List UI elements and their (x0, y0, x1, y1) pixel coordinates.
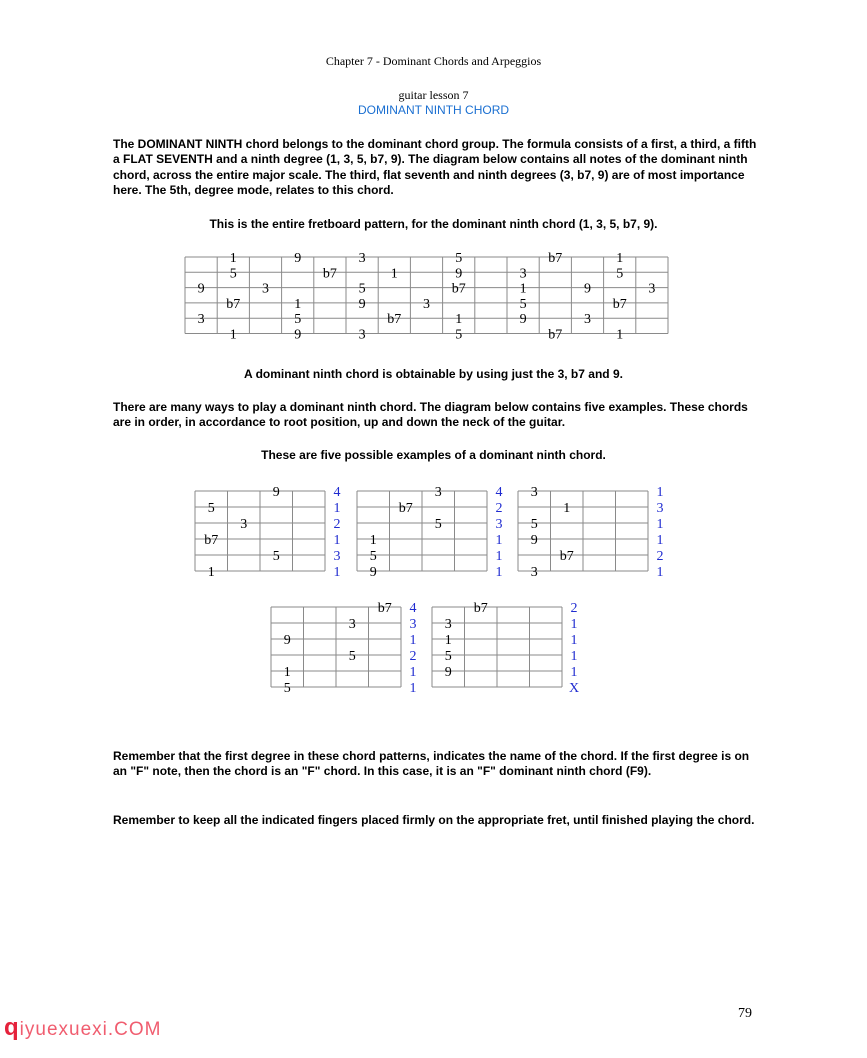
fretboard-pattern-note: 1 (616, 327, 624, 343)
chord-diagram-2-finger-number: 1 (495, 565, 503, 580)
chord-diagram-4-note: 9 (283, 633, 291, 648)
chord-diagram-3-finger-number: 1 (656, 533, 664, 548)
fretboard-pattern-note: 1 (616, 251, 624, 266)
fretboard-pattern-note: b7 (548, 251, 563, 266)
fretboard-pattern-note: 1 (229, 327, 237, 343)
chord-diagram-3-finger-number: 1 (656, 485, 664, 500)
chord-diagram-5-finger-number: 1 (570, 665, 578, 680)
chord-diagram-1-finger-number: 1 (333, 533, 341, 548)
fretboard-pattern-note: 1 (390, 266, 398, 282)
five-examples-caption: These are five possible examples of a dominant ninth chord. (261, 448, 606, 462)
chord-diagram-4-finger-number: 1 (409, 681, 417, 696)
chord-diagram-3-finger-number: 1 (656, 565, 664, 580)
fretboard-pattern-note: b7 (226, 296, 241, 312)
fretboard-pattern-note: b7 (548, 327, 563, 343)
remember-fingers-paragraph: Remember to keep all the indicated fingers placed firmly on the appropriate fret, until finished playing the chord. (113, 813, 755, 827)
chord-diagram-2-note: 5 (434, 517, 442, 532)
chord-diagram-3-finger-number: 3 (656, 501, 664, 516)
chord-diagram-4-note: 3 (348, 617, 356, 632)
chord-diagram-2-note: 9 (369, 565, 377, 580)
fretboard-pattern-note: 3 (358, 251, 366, 266)
fretboard-pattern-note: 9 (455, 266, 463, 282)
fretboard-pattern-note: 9 (197, 281, 205, 297)
many-ways-paragraph: There are many ways to play a dominant ninth chord. The diagram below contains five examples. These chords are in order, in accordance to root position, up and down the neck of the guitar. (113, 400, 748, 430)
fretboard-pattern-note: b7 (322, 266, 337, 282)
chord-diagram-2-finger-number: 2 (495, 501, 503, 516)
chord-diagram-5-note: 9 (444, 665, 452, 680)
chapter-heading: Chapter 7 - Dominant Chords and Arpeggios (325, 54, 542, 68)
page-number: 79 (738, 1006, 752, 1021)
fretboard-pattern-note: 5 (358, 281, 366, 297)
chord-diagram-3-note: 1 (563, 501, 571, 516)
fretboard-pattern-note: 5 (455, 251, 463, 266)
fretboard-caption: This is the entire fretboard pattern, for the dominant ninth chord (1, 3, 5, b7, 9). (209, 217, 658, 231)
chord-diagram-4-finger-number: 3 (409, 617, 417, 632)
fretboard-pattern-note: 5 (229, 266, 237, 282)
fretboard-pattern-note: 1 (294, 296, 302, 312)
remember-first-degree-paragraph: Remember that the first degree in these chord patterns, indicates the name of the chord. If the first degree is on an "F" note, then the chord is an "F" chord. In this case, it is an "F" dominant ninth chord (F9). (113, 749, 750, 779)
chord-diagram-5-note: b7 (473, 601, 488, 616)
fretboard-pattern-note: b7 (612, 296, 627, 312)
chord-diagram-2-note: 5 (369, 549, 377, 564)
chord-diagram-3-note: 5 (530, 517, 538, 532)
obtainable-note: A dominant ninth chord is obtainable by using just the 3, b7 and 9. (244, 367, 623, 381)
lesson-title: DOMINANT NINTH CHORD (357, 103, 510, 117)
fretboard-pattern-note: 1 (229, 251, 237, 266)
chord-diagram-5-finger-number: 1 (570, 617, 578, 632)
lesson-label: guitar lesson 7 (398, 88, 469, 102)
chord-diagram-4-finger-number: 1 (409, 633, 417, 648)
chord-diagram-1-note: 3 (240, 517, 248, 532)
fretboard-pattern-note: 5 (455, 327, 463, 343)
chord-diagram-2-finger-number: 1 (495, 533, 503, 548)
fretboard-pattern-note: b7 (387, 312, 402, 328)
fretboard-pattern-note: 9 (294, 327, 302, 343)
watermark-logo (4, 1014, 162, 1042)
chord-diagram-4-note: b7 (377, 601, 392, 616)
chord-diagram-4-finger-number: 1 (409, 665, 417, 680)
chord-diagram-5-note: 1 (444, 633, 452, 648)
fretboard-pattern-note: 3 (423, 296, 430, 312)
chord-diagram-2-finger-number: 4 (495, 485, 503, 500)
fretboard-pattern-note: 5 (519, 296, 527, 312)
chord-diagram-1-finger-number: 1 (333, 501, 341, 516)
chord-diagram-3-note: 9 (530, 533, 538, 548)
fretboard-pattern-note: 5 (294, 312, 302, 328)
fretboard-pattern-note: 3 (358, 327, 366, 343)
chord-diagram-2-note: 1 (369, 533, 377, 548)
chord-diagram-3-finger-number: 1 (656, 517, 664, 532)
chord-diagram-1-finger-number: 4 (333, 485, 341, 500)
fretboard-pattern-note: 3 (262, 281, 269, 297)
chord-diagram-2-finger-number: 3 (495, 517, 503, 532)
watermark-initial: q (4, 1014, 20, 1041)
fretboard-pattern-note: 5 (616, 266, 624, 282)
chord-diagram-4-note: 1 (283, 665, 291, 680)
chord-diagram-4-finger-number: 2 (409, 649, 417, 664)
chord-diagram-1-note: 5 (207, 501, 215, 516)
fretboard-pattern-note: 3 (519, 266, 527, 282)
chord-diagram-1-note: b7 (204, 533, 219, 548)
fretboard-pattern-note: 1 (455, 312, 463, 328)
chord-diagram-3-note: b7 (559, 549, 574, 564)
intro-paragraph: The DOMINANT NINTH chord belongs to the dominant chord group. The formula consists of a first, a third, a fifth a FLAT SEVENTH and a ninth degree (1, 3, 5, b7, 9). The diagram below contains all notes of the dominant ninth chord, across the entire major scale. The third, flat seventh and ninth degrees (3, b7, 9) are of most importance here. The 5th, degree mode, relates to this chord. (113, 137, 757, 197)
fretboard-pattern-note: b7 (451, 281, 466, 297)
chord-diagram-1-finger-number: 3 (333, 549, 341, 564)
chord-diagram-4-note: 5 (348, 649, 356, 664)
chord-diagram-2-note: b7 (398, 501, 413, 516)
fretboard-pattern-note: 9 (358, 296, 366, 312)
chord-diagram-5-note: 5 (444, 649, 452, 664)
chord-diagram-4-note: 5 (283, 681, 291, 696)
watermark-text: iyuexuexi.COM (19, 1019, 162, 1040)
chord-diagram-3-note: 3 (530, 485, 538, 500)
fretboard-pattern-note: 9 (294, 251, 302, 266)
fretboard-pattern-note: 3 (648, 281, 656, 297)
chord-diagram-5-finger-number: X (568, 681, 580, 696)
chord-diagram-5-finger-number: 2 (570, 601, 578, 616)
fretboard-pattern-note: 3 (197, 312, 205, 328)
chord-diagram-5-finger-number: 1 (570, 649, 578, 664)
chord-diagram-5-note: 3 (444, 617, 452, 632)
fretboard-pattern-note: 1 (519, 281, 527, 297)
chord-diagram-1-note: 5 (272, 549, 280, 564)
chord-diagram-3-finger-number: 2 (656, 549, 664, 564)
chord-diagram-2-note: 3 (434, 485, 442, 500)
fretboard-pattern-note: 3 (584, 312, 591, 328)
fretboard-pattern-note: 9 (584, 281, 591, 297)
chord-diagram-1-finger-number: 2 (333, 517, 341, 532)
chord-diagram-5-finger-number: 1 (570, 633, 578, 648)
chord-diagram-3-note: 3 (530, 565, 538, 580)
chord-diagram-4-finger-number: 4 (409, 601, 417, 616)
chord-diagram-1-note: 9 (272, 485, 280, 500)
chord-diagram-1-finger-number: 1 (333, 565, 341, 580)
chord-diagram-2-finger-number: 1 (495, 549, 503, 564)
fretboard-pattern-note: 9 (519, 312, 527, 328)
chord-diagram-1-note: 1 (207, 565, 215, 580)
